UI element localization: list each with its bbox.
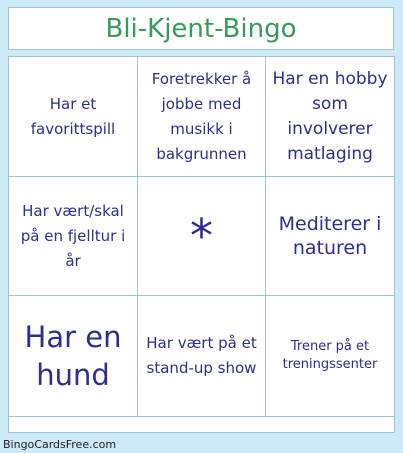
bingo-cell[interactable]	[138, 57, 266, 177]
bingo-cell[interactable]	[9, 177, 138, 296]
cell-text: Har en hobby som involverer matlaging	[272, 68, 388, 164]
cell-text: Foretrekker å jobbe med musikk i bakgrunnen	[151, 69, 252, 163]
cell-text: Mediterer i naturen	[278, 213, 382, 259]
bingo-card	[8, 56, 395, 433]
free-space-cell[interactable]	[138, 177, 266, 296]
cell-text: Trener på et treningssenter	[282, 339, 378, 372]
free-space-star: *	[190, 209, 213, 263]
bingo-cell[interactable]	[266, 57, 394, 177]
cell-text: Har vært/skal på en fjelltur i år	[20, 201, 126, 270]
bingo-cell[interactable]	[9, 57, 138, 177]
card-title: Bli-Kjent-Bingo	[105, 13, 297, 44]
cell-text: Har en hund	[24, 320, 122, 392]
bingo-cell[interactable]	[266, 296, 394, 417]
cell-text: Har vært på et stand-up show	[146, 334, 257, 377]
title-box	[8, 7, 394, 50]
bingo-cell[interactable]	[9, 296, 138, 417]
cell-text: Har et favorittspill	[30, 94, 116, 138]
bingo-grid	[9, 57, 394, 417]
bingo-cell[interactable]	[266, 177, 394, 296]
footer-credit: BingoCardsFree.com	[3, 438, 117, 451]
bingo-cell[interactable]	[138, 296, 266, 417]
